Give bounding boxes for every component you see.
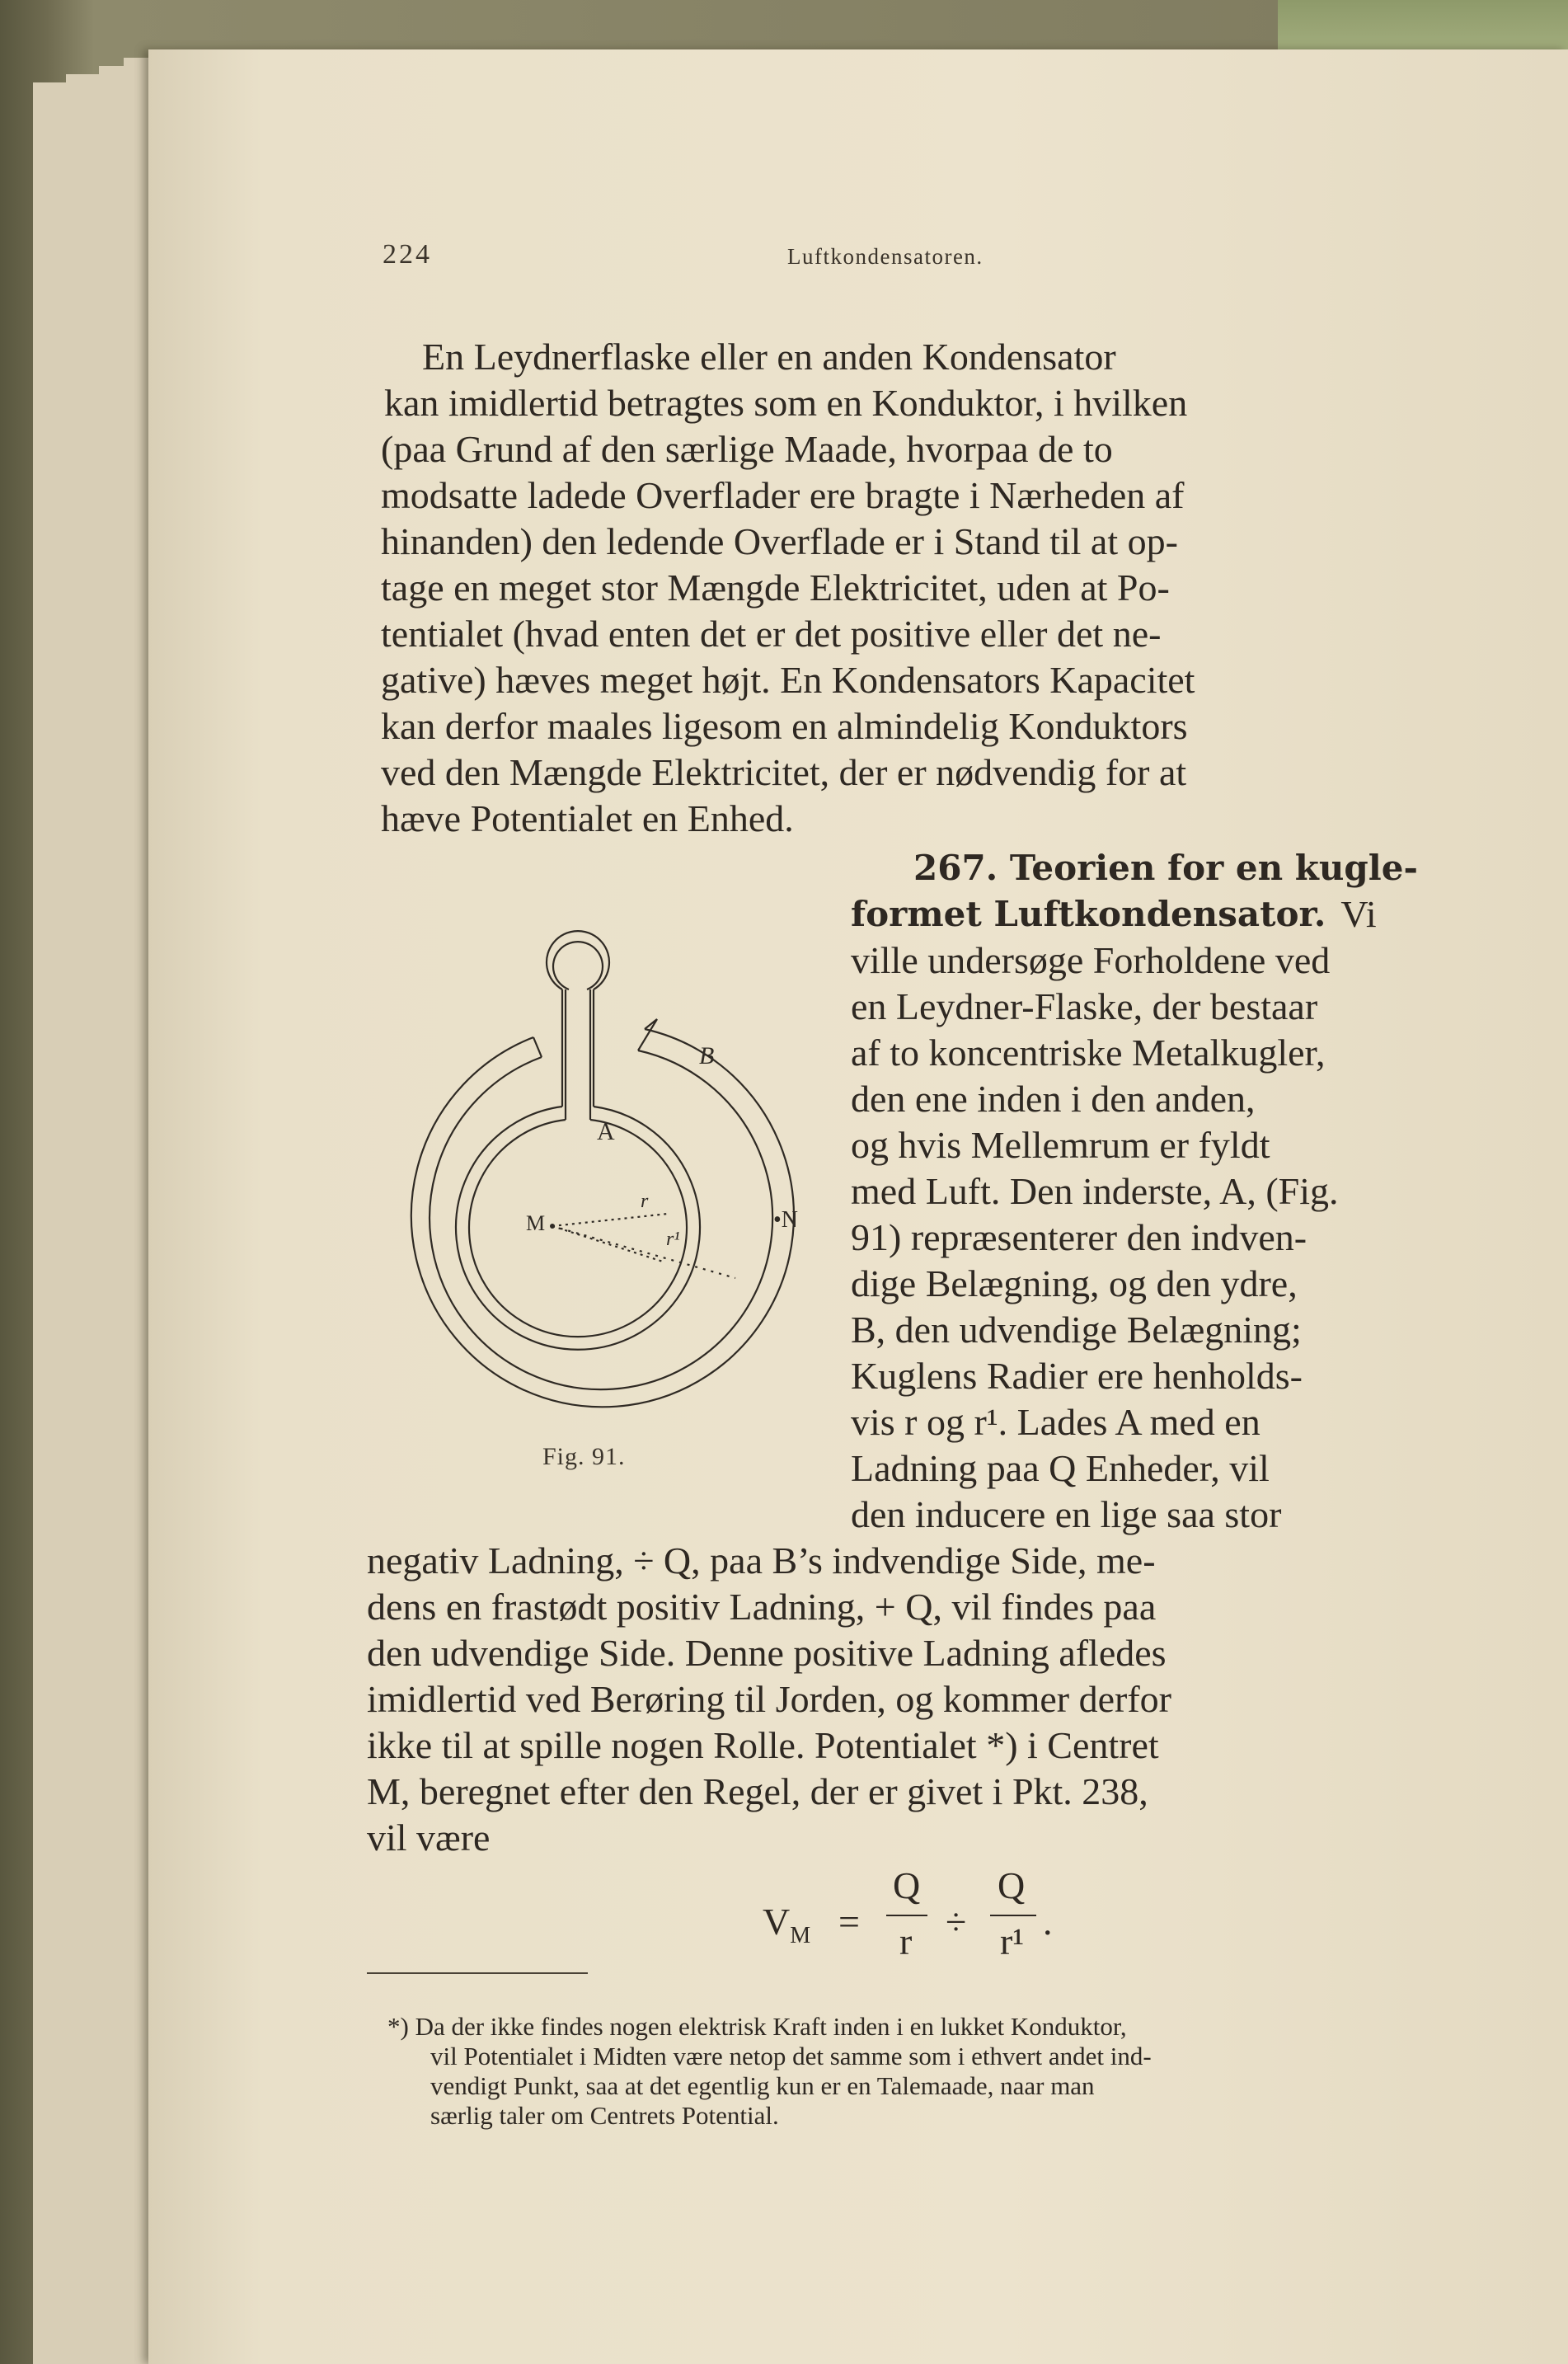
text-line: ville undersøge Forholdene ved [851, 939, 1331, 981]
formula-denominator-2: r¹ [1000, 1920, 1025, 1962]
text-line: den ene inden i den anden, [851, 1078, 1256, 1120]
text-line: vil være [367, 1816, 491, 1859]
inner-sphere-a-inner [469, 1120, 687, 1337]
text-line: modsatte ladede Overflader ere bragte i Nærheden af [381, 474, 1185, 516]
text-line: Kuglens Radier ere henholds- [851, 1355, 1303, 1397]
section-heading: 267. Teorien for en kugle- [913, 848, 1418, 888]
text-line: gative) hæves meget højt. En Kondensators Kapacitet [381, 659, 1195, 701]
radius-r-line [552, 1214, 668, 1226]
text-line: negativ Ladning, ÷ Q, paa B’s indvendige Side, me- [367, 1539, 1156, 1581]
text-line: (paa Grund af den særlige Maade, hvorpaa de to [381, 428, 1113, 470]
text-line: tage en meget stor Mængde Elektricitet, uden at Po- [381, 566, 1170, 609]
figure-caption: Fig. 91. [542, 1443, 626, 1470]
formula-operator: ÷ [946, 1901, 967, 1943]
text-line: og hvis Mellemrum er fyldt [851, 1124, 1270, 1166]
flask-neck [562, 989, 594, 1107]
formula-equals: = [838, 1901, 860, 1943]
fraction-bar [990, 1915, 1036, 1916]
formula-numerator-1: Q [893, 1864, 921, 1906]
formula [763, 1863, 1059, 1971]
formula-numerator-2: Q [998, 1864, 1026, 1906]
text-line: kan derfor maales ligesom en almindelig Konduktors [381, 705, 1188, 747]
fraction-bar [886, 1915, 927, 1916]
condenser-drawing [411, 931, 794, 1407]
label-a: A [597, 1118, 615, 1145]
radius-n-line [552, 1226, 735, 1278]
label-b: B [699, 1042, 715, 1069]
text-line: ved den Mængde Elektricitet, der er nødvendig for at [381, 751, 1187, 793]
footnote-line: vil Potentialet i Midten være netop det samme som i ethvert andet ind- [430, 2042, 1152, 2070]
footnote-rule [367, 1972, 588, 1974]
text-line: Ladning paa Q Enheder, vil [851, 1447, 1270, 1489]
running-head: Luftkondensatoren. [787, 244, 984, 269]
label-m: M [526, 1211, 546, 1235]
page-number: 224 [383, 239, 432, 270]
text-line: hinanden) den ledende Overflade er i Stand til at op- [381, 520, 1178, 562]
label-r: r [641, 1191, 649, 1212]
text-line: tentialet (hvad enten det er det positive eller det ne- [381, 613, 1162, 655]
text-line: vis r og r¹. Lades A med en [851, 1401, 1261, 1443]
inner-sphere-a [456, 1107, 700, 1350]
text-line: ikke til at spille nogen Rolle. Potentialet *) i Centret [367, 1724, 1159, 1766]
text-line: dige Belægning, og den ydre, [851, 1262, 1298, 1304]
text-line: en Leydner-Flaske, der bestaar [851, 985, 1318, 1027]
figure-91-diagram [373, 874, 834, 1451]
text-line: B, den udvendige Belægning; [851, 1309, 1302, 1351]
text-line: den udvendige Side. Denne positive Ladning afledes [367, 1632, 1167, 1674]
center-m-point [550, 1224, 555, 1229]
text-line: imidlertid ved Berøring til Jorden, og kommer derfor [367, 1678, 1171, 1720]
text-line: kan imidlertid betragtes som en Konduktor, i hvilken [384, 382, 1188, 424]
page-header [371, 239, 1443, 272]
text-line: af to koncentriske Metalkugler, [851, 1032, 1326, 1074]
label-r1: r¹ [666, 1229, 680, 1250]
section-heading-line: formet Luftkondensator. Vi [851, 893, 1377, 935]
label-n: •N [773, 1207, 799, 1233]
outer-sphere-b-inner [430, 1050, 772, 1389]
text-line: 91) repræsenterer den indven- [851, 1216, 1307, 1258]
footnote-line: særlig taler om Centrets Potential. [430, 2101, 779, 2130]
formula-period: . [1043, 1901, 1053, 1943]
text-line: En Leydnerflaske eller en anden Kondensator [422, 336, 1116, 378]
text-line: den inducere en lige saa stor [851, 1493, 1282, 1535]
footnote-line: vendigt Punkt, saa at det egentlig kun er en Talemaade, naar man [430, 2071, 1095, 2100]
text-line: dens en frastødt positiv Ladning, + Q, vil findes paa [367, 1586, 1157, 1628]
text-line: M, beregnet efter den Regel, der er givet i Pkt. 238, [367, 1770, 1148, 1812]
text-line: med Luft. Den inderste, A, (Fig. [851, 1170, 1339, 1212]
footnote-line: *) Da der ikke findes nogen elektrisk Kraft inden i en lukket Konduktor, [387, 2012, 1127, 2041]
formula-denominator-1: r [899, 1920, 913, 1962]
formula-lhs: $V_M$ [763, 1901, 811, 1949]
flask-knob [547, 931, 609, 989]
text-line: hæve Potentialet en Enhed. [381, 797, 794, 839]
